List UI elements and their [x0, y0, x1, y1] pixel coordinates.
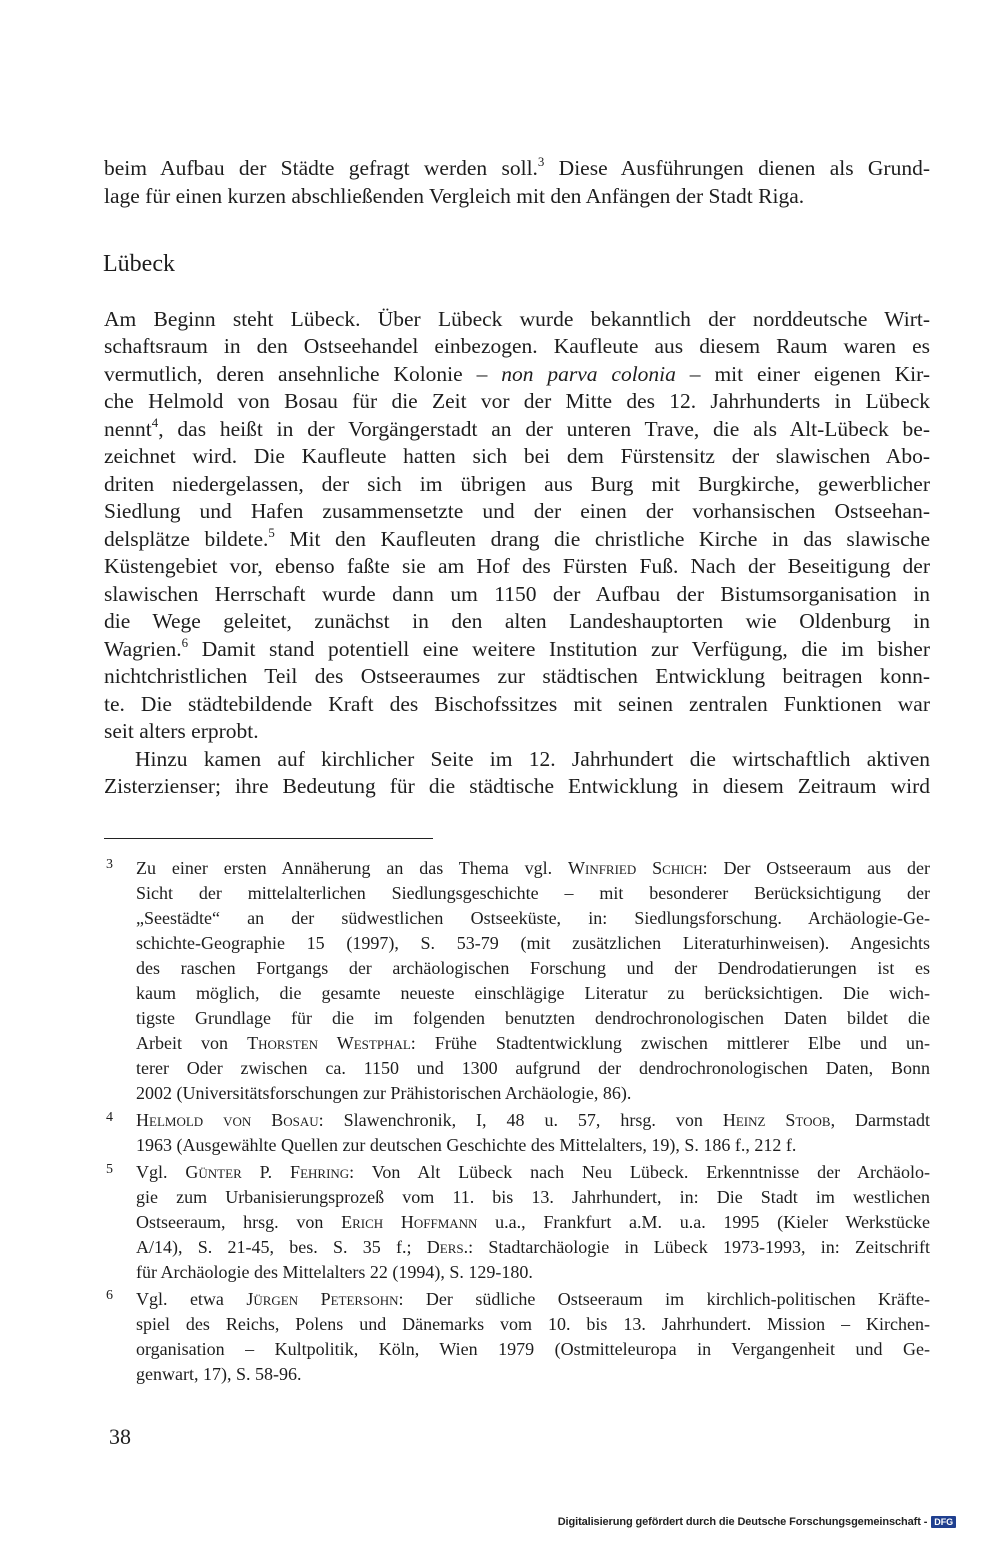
footnote-line [136, 1287, 930, 1312]
text-run: : Frühe Stadtentwicklung zwischen mittlerer Elbe und un- [410, 1033, 931, 1053]
intro-line-1 [104, 155, 930, 181]
footnote-line: spiel des Reichs, Polens und Dänemarks vom 10. bis 13. Jahrhundert. Mission – Kirchen- [136, 1314, 930, 1334]
body-line: driten niedergelassen, der sich im übrigen aus Burg mit Burgkirche, gewerblicher [104, 472, 930, 496]
latin-quote: non parva colonia [501, 362, 676, 386]
text-run: : Der Ostseeraum aus der [702, 858, 930, 878]
body-line: che Helmold von Bosau für die Zeit vor der Mitte des 12. Jahrhunderts in Lübeck [104, 389, 930, 413]
text-run: nennt [104, 417, 152, 441]
text-run: Arbeit von [136, 1033, 248, 1053]
body-line [104, 361, 930, 387]
text-run: Ostseeraum, hrsg. von [136, 1212, 342, 1232]
body-line: die Wege geleitet, zunächst in den alten Landeshauptorten wie Oldenburg in [104, 609, 930, 633]
author-name: Günter P. Fehring [185, 1162, 350, 1182]
footnote-line: gie zum Urbanisierungsprozeß vom 11. bis 13. Jahrhundert, in: Die Stadt im westlichen [136, 1187, 930, 1207]
author-name: Winfried Schich [568, 858, 703, 878]
author-name: Erich Hoffmann [341, 1212, 478, 1232]
text-run: : Stadtarchäologie in Lübeck 1973-1993, in: Zeitschrift [468, 1237, 930, 1257]
text-run: vermutlich, deren ansehnliche Kolonie – [104, 362, 502, 386]
text-run: Mit den Kaufleuten drang die christliche Kirche in das slawische [274, 527, 930, 551]
body-line: Küstengebiet vor, ebenso faßte sie am Hof des Fürsten Fuß. Nach der Beseitigung der [104, 554, 930, 578]
text-run: A/14), S. 21-45, bes. S. 35 f.; [136, 1237, 427, 1257]
author-name: Thorsten Westphal [247, 1033, 411, 1053]
text-run: u.a., Frankfurt a.M. u.a. 1995 (Kieler Werkstücke [477, 1212, 930, 1232]
text-run: , das heißt in der Vorgängerstadt an der unteren Trave, die als Alt-Lübeck be- [158, 417, 930, 441]
footnote-line [136, 1108, 930, 1133]
footnote-line: 1963 (Ausgewählte Quellen zur deutschen Geschichte des Mittelalters, 19), S. 186 f., 212 f. [136, 1135, 797, 1155]
footnote-number: 5 [106, 1162, 113, 1177]
text-run: : Von Alt Lübeck nach Neu Lübeck. Erkenntnisse der Archäolo- [349, 1162, 930, 1182]
body-line: Siedlung und Hafen zusammensetzte und der einen der vorhansischen Ostseehan- [104, 499, 930, 523]
footnote-line: schichte-Geographie 15 (1997), S. 53-79 (mit zusätzlichen Literaturhinweisen). Angesichts [136, 933, 930, 953]
body-line: zeichnet wird. Die Kaufleute hatten sich bei dem Fürstensitz der slawischen Abo- [104, 444, 930, 468]
text-run: : Slawenchronik, I, 48 u. 57, hrsg. von [318, 1110, 723, 1130]
footnote-separator [104, 838, 433, 839]
footnote-line: des raschen Fortgangs der archäologischen Forschung und der Dendrodatierungen ist es [136, 958, 930, 978]
footnote-line [136, 1160, 930, 1185]
footnote-ref-3: 3 [537, 154, 545, 169]
body-line: slawischen Herrschaft wurde dann um 1150 der Aufbau der Bistumsorganisation in [104, 582, 930, 606]
author-name: Heinz Stoob [722, 1110, 831, 1130]
section-heading: Lübeck [103, 251, 175, 277]
body-line: seit alters erprobt. [104, 719, 259, 743]
body-line: schaftsraum in den Ostseehandel einbezogen. Kaufleute aus diesem Raum waren es [104, 334, 930, 358]
footer-text: Digitalisierung gefördert durch die Deutsche Forschungsgemeinschaft - [557, 1516, 928, 1528]
body-line: Zisterzienser; ihre Bedeutung für die städtische Entwicklung in diesem Zeitraum wird [104, 774, 930, 798]
footnote-line: terer Oder zwischen ca. 1150 und 1300 aufgrund der dendrochronologischen Daten, Bonn [136, 1058, 930, 1078]
footnote-line [136, 1235, 930, 1260]
body-line [104, 636, 930, 662]
body-line [104, 526, 930, 552]
text-run: , Darmstadt [830, 1110, 931, 1130]
footnote-line: organisation – Kultpolitik, Köln, Wien 1979 (Ostmitteleuropa in Vergangenheit und Ge- [136, 1339, 930, 1359]
footnote-number: 6 [106, 1288, 113, 1303]
footnote-line: für Archäologie des Mittelalters 22 (1994), S. 129-180. [136, 1262, 533, 1282]
body-line: nichtchristlichen Teil des Ostseeraumes zur städtischen Entwicklung beitragen konn- [104, 664, 930, 688]
footnote-line: genwart, 17), S. 58-96. [136, 1364, 302, 1384]
dfg-logo: DFG [931, 1516, 956, 1528]
author-name: Jürgen Petersohn [246, 1289, 399, 1309]
text-run: Vgl. etwa [136, 1289, 247, 1309]
digitization-footer [558, 1516, 956, 1528]
footnote-line [136, 856, 930, 881]
footnote-number: 3 [106, 857, 113, 872]
text-run: delsplätze bildete. [104, 527, 269, 551]
footnote-line: kaum möglich, die gesamte neueste einschlägige Literatur zu berücksichtigen. Die wich- [136, 983, 930, 1003]
footnote-ref-5: 5 [268, 525, 275, 540]
text-run: Zu einer ersten Annäherung an das Thema vgl. [136, 858, 568, 878]
footnote-line: Sicht der mittelalterlichen Siedlungsgeschichte – mit besonderer Berücksichtigung der [136, 883, 930, 903]
body-line: Am Beginn steht Lübeck. Über Lübeck wurde bekanntlich der norddeutsche Wirt- [104, 307, 930, 331]
text-run: Damit stand potentiell eine weitere Institution zur Verfügung, die im bisher [188, 637, 930, 661]
footnote-ref-4: 4 [151, 415, 159, 430]
body-line [104, 416, 930, 442]
author-name: Ders. [426, 1237, 469, 1257]
intro-line-2: lage für einen kurzen abschließenden Vergleich mit den Anfängen der Stadt Riga. [104, 184, 805, 208]
footnote-line: tigste Grundlage für die im folgenden benutzten dendrochronologischen Daten bildet die [136, 1008, 930, 1028]
text-run: Diese Ausführungen dienen als Grund- [544, 156, 930, 180]
footnote-line: 2002 (Universitätsforschungen zur Prähistorischen Archäologie, 86). [136, 1083, 632, 1103]
text-run: Wagrien. [104, 637, 182, 661]
body-line: te. Die städtebildende Kraft des Bischofssitzes mit seinen zentralen Funktionen war [104, 692, 930, 716]
footnote-line [136, 1210, 930, 1235]
footnote-ref-6: 6 [181, 635, 189, 650]
author-name: Helmold von Bosau [136, 1110, 319, 1130]
text-run: – mit einer eigenen Kir- [675, 362, 930, 386]
text-run: Vgl. [136, 1162, 186, 1182]
footnote-number: 4 [106, 1110, 113, 1125]
body-line: Hinzu kamen auf kirchlicher Seite im 12. Jahrhundert die wirtschaftlich aktiven [135, 747, 930, 771]
footnote-line: „Seestädte“ an der südwestlichen Ostseeküste, in: Siedlungsforschung. Archäologie-Ge- [136, 908, 930, 928]
text-run: beim Aufbau der Städte gefragt werden soll. [104, 156, 538, 180]
page-number: 38 [109, 1424, 131, 1449]
footnote-line [136, 1031, 930, 1056]
text-run: : Der südliche Ostseeraum im kirchlich-politischen Kräfte- [398, 1289, 930, 1309]
